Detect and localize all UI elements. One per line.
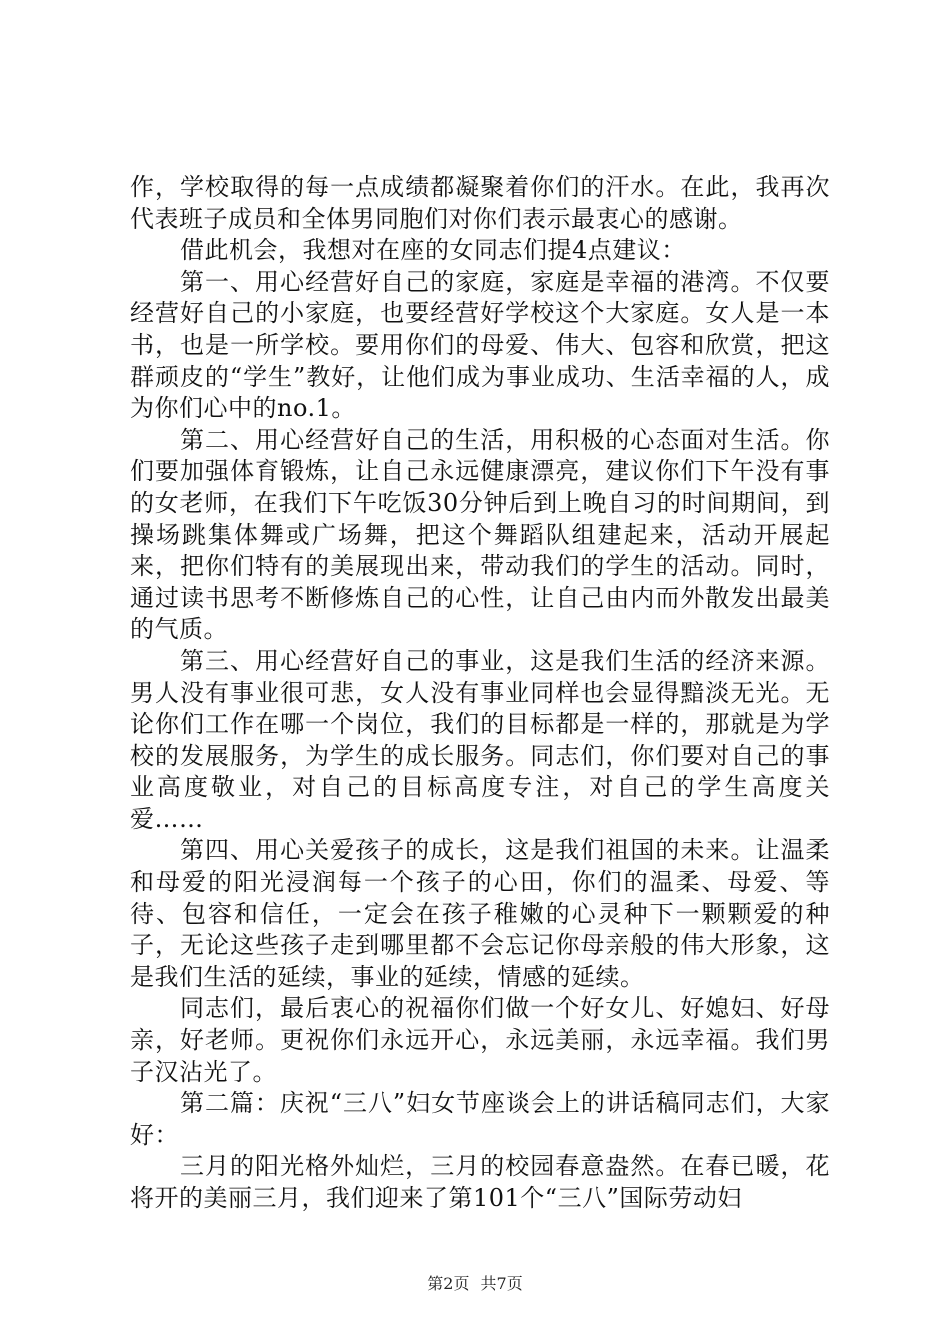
paragraph-intro: 借此机会，我想对在座的女同志们提4点建议：	[180, 236, 686, 265]
paragraph-suggestion-3: 第三、用心经营好自己的事业，这是我们生活的经济来源。男人没有事业很可悲，女人没有事业同样也会显得黯淡无光。无论你们工作在哪一个岗位，我们的目标都是一样的，那就是为学校的发展服务，为学生的成长服务。同志们，你们要对自己的事业高度敬业，对自己的目标高度专注，对自己的学生高度关爱……	[130, 646, 830, 833]
paragraph-section-heading: 第二篇：庆祝“三八”妇女节座谈会上的讲话稿同志们，大家好：	[130, 1089, 830, 1149]
page-number: 第2页	[427, 1274, 470, 1293]
page-footer	[0, 1274, 950, 1294]
document-body	[130, 172, 830, 1215]
paragraph-section-opening: 三月的阳光格外灿烂，三月的校园春意盎然。在春已暖，花将开的美丽三月，我们迎来了第101个“三八”国际劳动妇	[130, 1152, 830, 1212]
page-total: 共7页	[480, 1274, 523, 1293]
paragraph-continuation: 作，学校取得的每一点成绩都凝聚着你们的汗水。在此，我再次代表班子成员和全体男同胞们对你们表示最衷心的感谢。	[130, 173, 830, 233]
paragraph-suggestion-4: 第四、用心关爱孩子的成长，这是我们祖国的未来。让温柔和母爱的阳光浸润每一个孩子的心田，你们的温柔、母爱、等待、包容和信任，一定会在孩子稚嫩的心灵种下一颗颗爱的种子，无论这些孩子走到哪里都不会忘记你母亲般的伟大形象，这是我们生活的延续，事业的延续，情感的延续。	[130, 836, 830, 991]
paragraph-suggestion-1: 第一、用心经营好自己的家庭，家庭是幸福的港湾。不仅要经营好自己的小家庭，也要经营好学校这个大家庭。女人是一本书，也是一所学校。要用你们的母爱、伟大、包容和欣赏，把这群顽皮的“学生”教好，让他们成为事业成功、生活幸福的人，成为你们心中的no.1。	[130, 267, 830, 423]
paragraph-suggestion-2: 第二、用心经营好自己的生活，用积极的心态面对生活。你们要加强体育锻炼，让自己永远健康漂亮，建议你们下午没有事的女老师，在我们下午吃饭30分钟后到上晚自习的时间期间，到操场跳集体舞或广场舞，把这个舞蹈队组建起来，活动开展起来，把你们特有的美展现出来，带动我们的学生的活动。同时，通过读书思考不断修炼自己的心性，让自己由内而外散发出最美的气质。	[130, 425, 830, 644]
paragraph-closing: 同志们，最后衷心的祝福你们做一个好女儿、好媳妇、好母亲，好老师。更祝你们永远开心，永远美丽，永远幸福。我们男子汉沾光了。	[130, 994, 830, 1086]
